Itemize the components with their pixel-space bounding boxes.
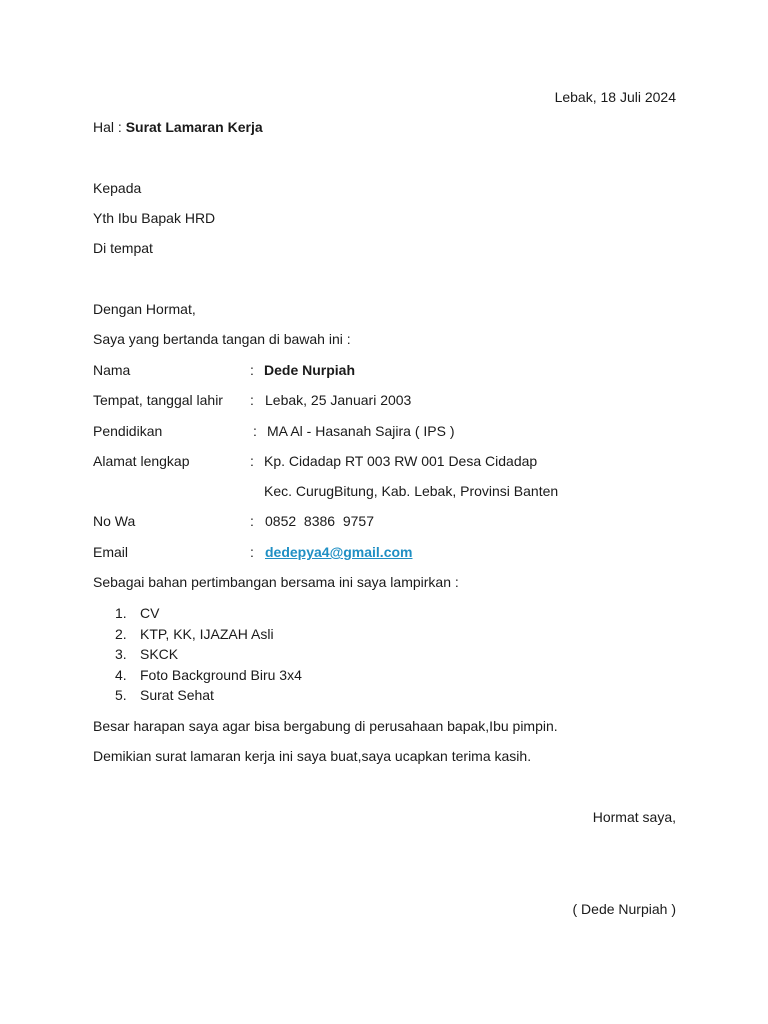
field-colon: :	[250, 513, 254, 529]
list-item: Surat Sehat	[140, 687, 214, 703]
field-value-pendidikan: MA Al - Hasanah Sajira ( IPS )	[267, 423, 455, 439]
list-item: CV	[140, 605, 160, 621]
recipient-line-3: Di tempat	[93, 240, 153, 256]
field-colon: :	[250, 362, 254, 378]
place-date: Lebak, 18 Juli 2024	[554, 89, 676, 105]
subject-line	[93, 118, 263, 136]
list-item-number: 4.	[115, 667, 127, 683]
list-item-number: 3.	[115, 646, 127, 662]
field-label-pendidikan: Pendidikan	[93, 423, 163, 439]
list-item-number: 2.	[115, 626, 127, 642]
field-value-ttl: Lebak, 25 Januari 2003	[265, 392, 412, 408]
field-label-alamat: Alamat lengkap	[93, 453, 190, 469]
field-colon: :	[250, 453, 254, 469]
field-value-nama: Dede Nurpiah	[264, 362, 356, 378]
greeting: Dengan Hormat,	[93, 301, 196, 317]
attachments-intro: Sebagai bahan pertimbangan bersama ini saya lampirkan :	[93, 574, 459, 590]
field-value-nowa: 0852 8386 9757	[265, 513, 374, 529]
field-value-alamat-line-1: Kp. Cidadap RT 003 RW 001 Desa Cidadap	[264, 453, 538, 469]
recipient-line-2: Yth Ibu Bapak HRD	[93, 210, 216, 226]
recipient-line-1: Kepada	[93, 180, 142, 196]
subject-title: Surat Lamaran Kerja	[125, 119, 263, 135]
list-item-number: 5.	[115, 687, 127, 703]
field-colon: :	[250, 392, 254, 408]
signature-name: ( Dede Nurpiah )	[572, 901, 676, 917]
field-value-alamat-line-2: Kec. CurugBitung, Kab. Lebak, Provinsi Banten	[264, 483, 559, 499]
closing-text: Demikian surat lamaran kerja ini saya buat,saya ucapkan terima kasih.	[93, 748, 532, 764]
field-colon: :	[253, 423, 257, 439]
hope-text: Besar harapan saya agar bisa bergabung di perusahaan bapak,Ibu pimpin.	[93, 718, 558, 734]
field-label-nowa: No Wa	[93, 513, 136, 529]
list-item: KTP, KK, IJAZAH Asli	[140, 626, 274, 642]
subject-prefix: Hal :	[93, 119, 122, 135]
field-label-email: Email	[93, 544, 129, 560]
list-item-number: 1.	[115, 605, 127, 621]
list-item: SKCK	[140, 646, 179, 662]
field-colon: :	[250, 544, 254, 560]
field-label-ttl: Tempat, tanggal lahir	[93, 392, 223, 408]
sign-off: Hormat saya,	[592, 809, 676, 825]
field-label-nama: Nama	[93, 362, 131, 378]
email-link[interactable]: dedepya4@gmail.com	[265, 544, 413, 560]
list-item: Foto Background Biru 3x4	[140, 667, 302, 683]
intro-text: Saya yang bertanda tangan di bawah ini :	[93, 331, 351, 347]
